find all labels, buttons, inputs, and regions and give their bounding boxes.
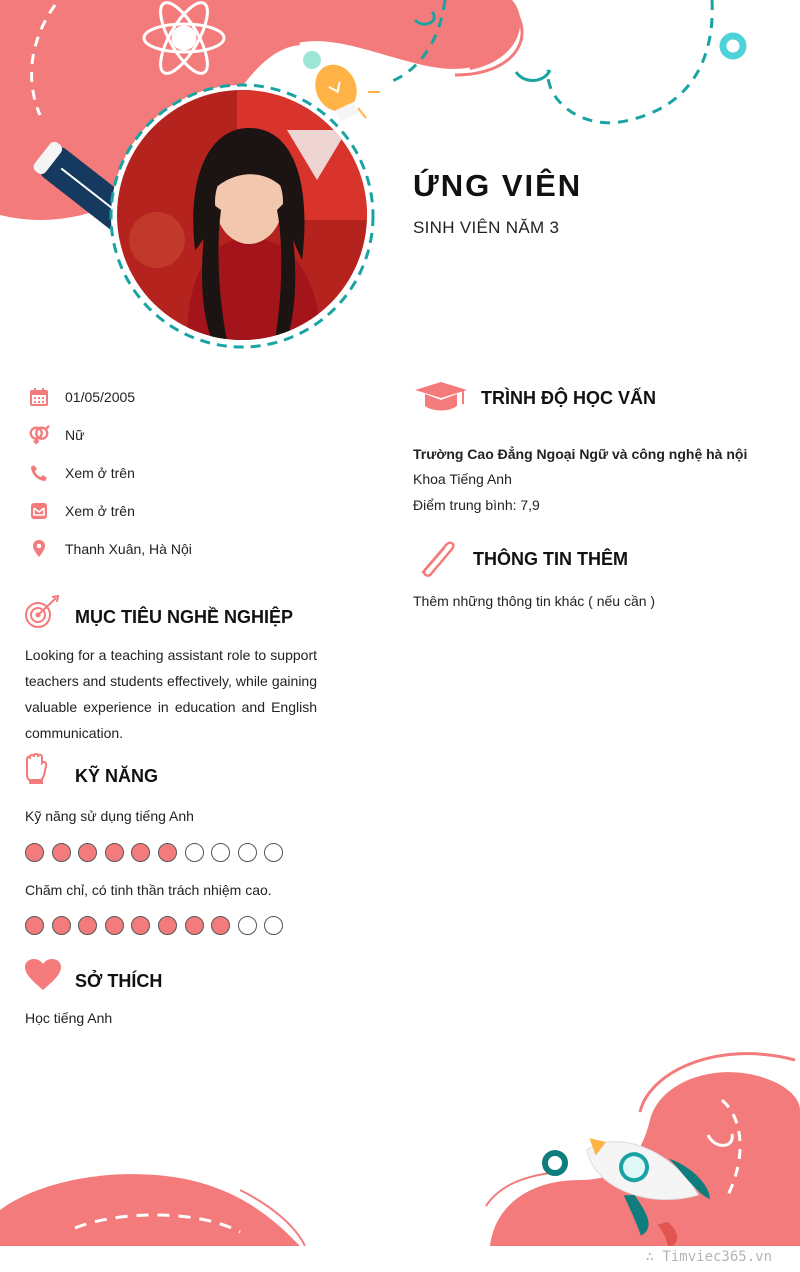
skill-rating — [25, 916, 283, 935]
hobbies-title: SỞ THÍCH — [75, 971, 163, 991]
rating-dot-filled — [211, 916, 230, 935]
rating-dot-empty — [211, 843, 230, 862]
skills-title: KỸ NĂNG — [75, 766, 159, 786]
skill-rating — [25, 843, 283, 862]
paperclip-icon — [414, 536, 460, 585]
rating-dot-filled — [105, 916, 124, 935]
rating-dot-empty — [264, 916, 283, 935]
rating-dot-empty — [238, 916, 257, 935]
rating-dot-filled — [158, 916, 177, 935]
rating-dot-filled — [78, 916, 97, 935]
extra-info-text: Thêm những thông tin khác ( nếu cần ) — [413, 593, 656, 609]
target-icon — [24, 595, 60, 634]
rating-dot-filled — [131, 843, 150, 862]
address-text: Thanh Xuân, Hà Nội — [65, 541, 192, 557]
email-text: Xem ở trên — [65, 503, 135, 519]
calendar-icon — [28, 386, 50, 408]
heart-icon — [24, 958, 62, 997]
site-watermark: ∴ Timviec365.vn — [645, 1249, 772, 1265]
phone-icon — [28, 462, 50, 484]
gender-text: Nữ — [65, 427, 85, 443]
rating-dot-filled — [131, 916, 150, 935]
email-icon — [28, 500, 50, 522]
education-school: Trường Cao Đẳng Ngoại Ngữ và công nghệ hà nội — [413, 446, 748, 462]
rating-dot-filled — [25, 916, 44, 935]
education-faculty: Khoa Tiếng Anh — [413, 471, 512, 487]
contact-row-email — [28, 499, 135, 523]
graduation-cap-icon — [413, 380, 469, 421]
education-title: TRÌNH ĐỘ HỌC VẤN — [481, 388, 656, 408]
extra-info-title: THÔNG TIN THÊM — [473, 549, 628, 569]
objective-title: MỤC TIÊU NGHỀ NGHIỆP — [75, 607, 294, 627]
contact-row-address — [28, 537, 192, 561]
hobbies-text: Học tiếng Anh — [25, 1010, 113, 1026]
objective-text: Looking for a teaching assistant role to support teachers and students effectively, while gaining valuable experience in education and English communication. — [25, 647, 317, 741]
rating-dot-filled — [78, 843, 97, 862]
rating-dot-empty — [238, 843, 257, 862]
rating-dot-filled — [52, 843, 71, 862]
rating-dot-empty — [185, 843, 204, 862]
candidate-role: SINH VIÊN NĂM 3 — [413, 218, 560, 237]
rating-dot-filled — [25, 843, 44, 862]
contact-row-gender — [28, 423, 85, 447]
phone-text: Xem ở trên — [65, 465, 135, 481]
rating-dot-filled — [185, 916, 204, 935]
rating-dot-filled — [52, 916, 71, 935]
fist-icon — [24, 753, 48, 790]
gender-icon — [28, 424, 50, 446]
contact-row-birthdate — [28, 385, 136, 409]
avatar-photo — [117, 90, 367, 340]
contact-row-phone — [28, 461, 135, 485]
skill-name: Kỹ năng sử dụng tiếng Anh — [25, 808, 194, 824]
rating-dot-filled — [158, 843, 177, 862]
rating-dot-empty — [264, 843, 283, 862]
skill-name: Chăm chỉ, có tinh thần trách nhiệm cao. — [25, 882, 272, 898]
location-pin-icon — [28, 538, 50, 560]
education-gpa: Điểm trung bình: 7,9 — [413, 497, 540, 513]
avatar-portrait-illustration — [117, 90, 367, 340]
rating-dot-filled — [105, 843, 124, 862]
candidate-name: ỨNG VIÊN — [413, 168, 583, 203]
birthdate-text: 01/05/2005 — [65, 389, 136, 405]
